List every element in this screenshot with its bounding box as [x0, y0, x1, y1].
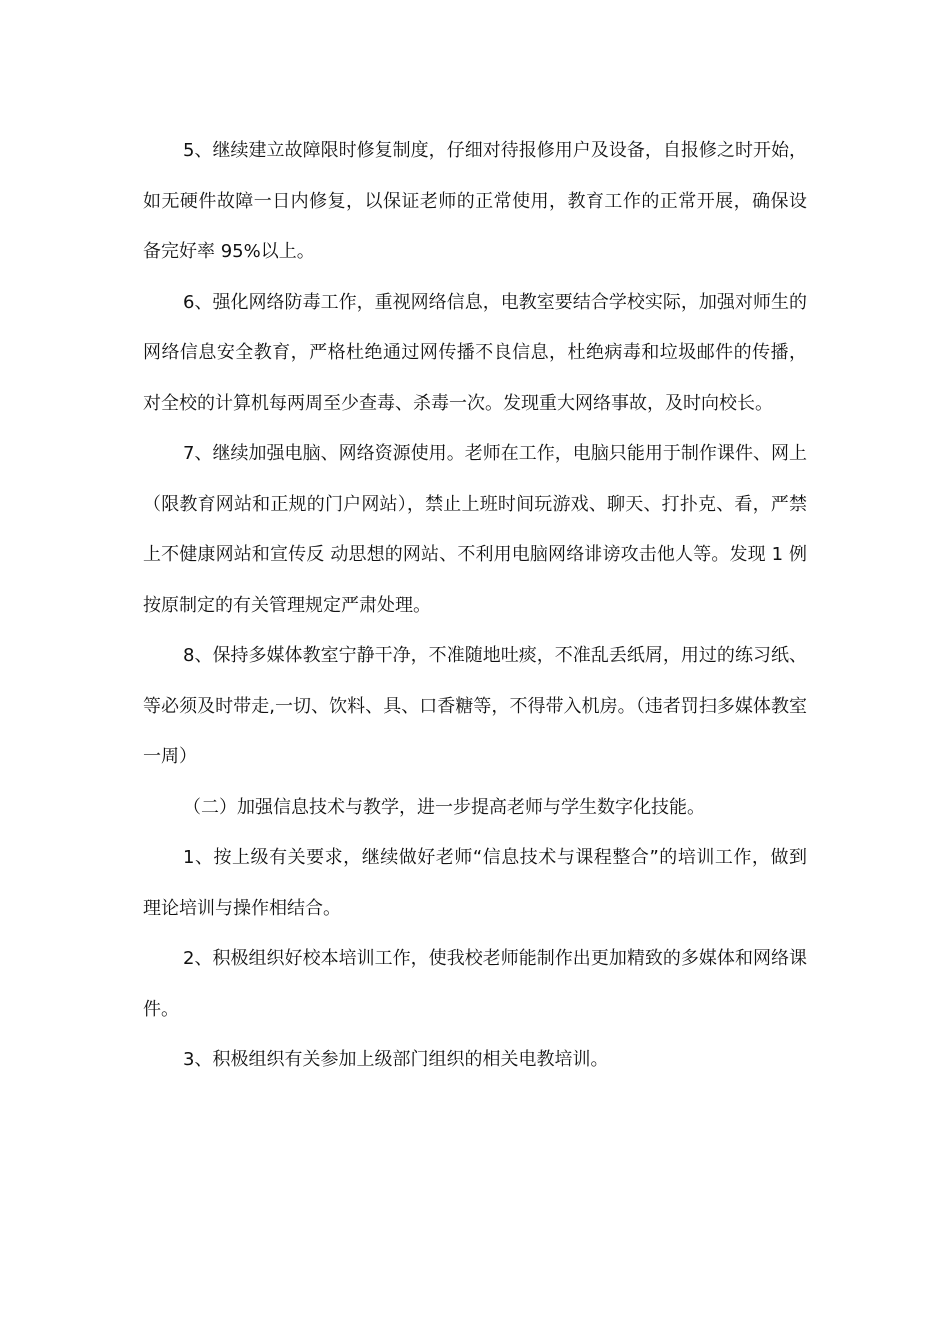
paragraph-item-2: 2、积极组织好校本培训工作，使我校老师能制作出更加精致的多媒体和网络课件。: [143, 948, 807, 1020]
paragraph-item-7: 7、继续加强电脑、网络资源使用。老师在工作，电脑只能用于制作课件、网上（限教育网站和正规的门户网站），禁止上班时间玩游戏、聊天、打扑克、看，严禁上不健康网站和宣传反 动思想的网站、不利用电脑网络诽谤攻击他人等。发现 1 例按原制定的有关管理规定严肃处理。: [143, 443, 807, 616]
paragraph-item-3: 3、积极组织有关参加上级部门组织的相关电教培训。: [183, 1049, 609, 1070]
document-body: [143, 126, 807, 1086]
paragraph-item-6: 6、强化网络防毒工作，重视网络信息，电教室要结合学校实际，加强对师生的网络信息安全教育，严格杜绝通过网传播不良信息，杜绝病毒和垃圾邮件的传播，对全校的计算机每两周至少查毒、杀毒一次。发现重大网络事故，及时向校长。: [143, 291, 807, 414]
paragraph-item-8: 8、保持多媒体教室宁静干净，不准随地吐痰，不准乱丢纸屑，用过的练习纸、等必须及时带走,一切、饮料、具、口香糖等，不得带入机房。（违者罚扫多媒体教室一周）: [143, 645, 807, 767]
paragraph-item-1: 1、按上级有关要求，继续做好老师“信息技术与课程整合”的培训工作，做到理论培训与操作相结合。: [143, 847, 807, 919]
section-heading-2: （二）加强信息技术与教学，进一步提高老师与学生数字化技能。: [183, 796, 705, 818]
paragraph-item-5: 5、继续建立故障限时修复制度，仔细对待报修用户及设备，自报修之时开始，如无硬件故障一日内修复，以保证老师的正常使用，教育工作的正常开展，确保设备完好率 95%以上。: [143, 140, 807, 262]
